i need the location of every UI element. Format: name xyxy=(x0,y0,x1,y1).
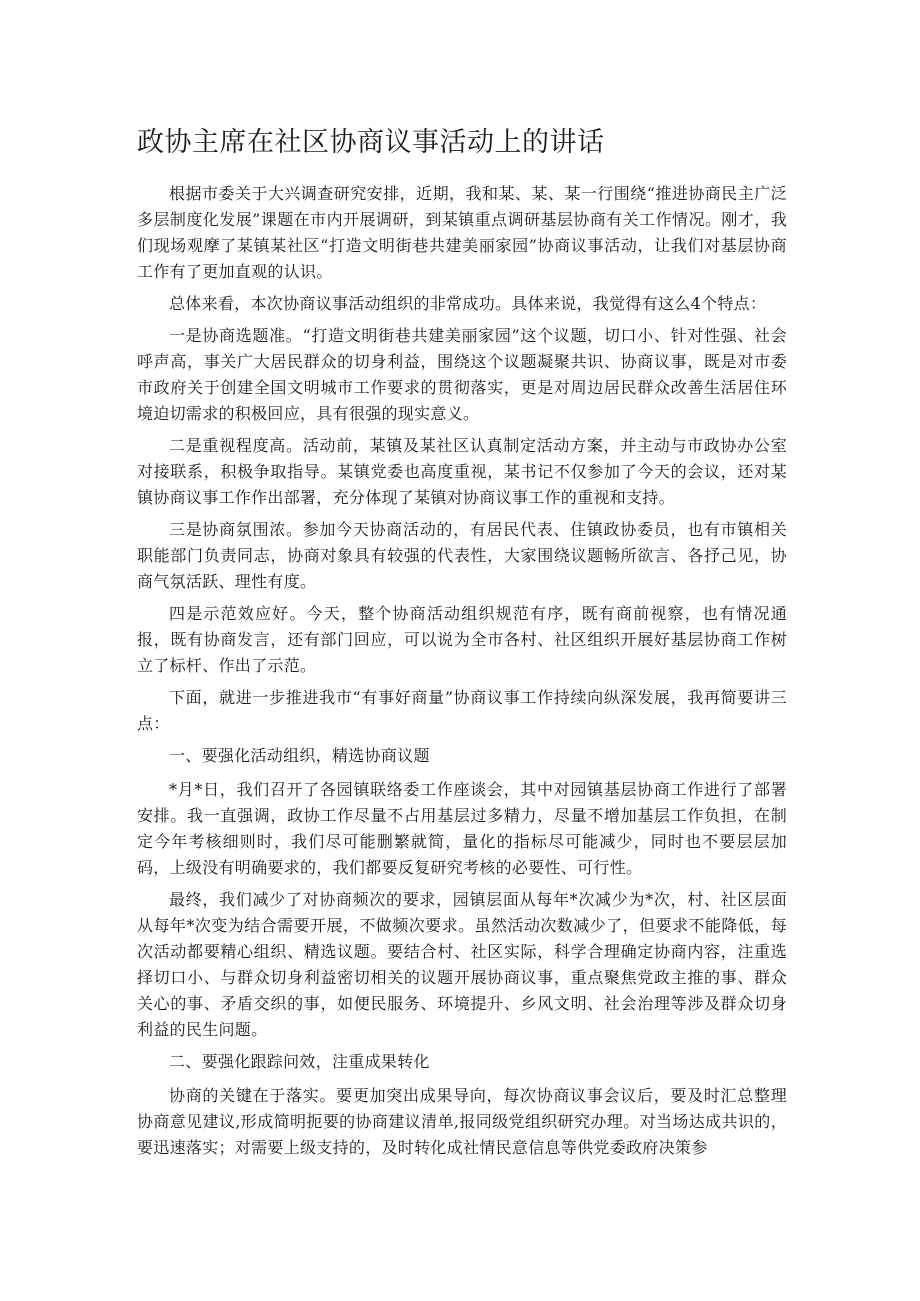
paragraph: 总体来看，本次协商议事活动组织的非常成功。具体来说，我觉得有这么4个特点： xyxy=(169,294,767,313)
paragraph: 三是协商氛围浓。参加今天协商活动的，有居民代表、住镇政协委员，也有市镇相关职能部门负责同志，协商对象具有较强的代表性，大家围绕议题畅所欲言、各抒己见，协商气氛活跃、理性有度。 xyxy=(137,520,787,591)
paragraph: 四是示范效应好。今天，整个协商活动组织规范有序，既有商前视察，也有情况通报，既有协商发言，还有部门回应，可以说为全市各村、社区组织开展好基层协商工作树立了标杆、作出了示范。 xyxy=(137,604,787,675)
paragraph: 根据市委关于大兴调查研究安排，近期，我和某、某、某一行围绕“推进协商民主广泛多层制度化发展”课题在市内开展调研，到某镇重点调研基层协商有关工作情况。刚才，我们现场观摩了某镇某社区“打造文明街巷共建美丽家园”协商议事活动，让我们对基层协商工作有了更加直观的认识。 xyxy=(137,184,787,281)
document-page xyxy=(137,124,787,1167)
paragraph: 二是重视程度高。活动前，某镇及某社区认真制定活动方案，并主动与市政协办公室对接联系，积极争取指导。某镇党委也高度重视，某书记不仅参加了今天的会议，还对某镇协商议事工作作出部署，充分体现了某镇对协商议事工作的重视和支持。 xyxy=(137,436,787,507)
paragraph: 最终，我们减少了对协商频次的要求，园镇层面从每年*次减少为*次，村、社区层面从每年*次变为结合需要开展，不做频次要求。虽然活动次数减少了，但要求不能降低，每次活动都要精心组织、精选议题。要结合村、社区实际，科学合理确定协商内容，注重选择切口小、与群众切身利益密切相关的议题开展协商议事，重点聚焦党政主推的事、群众关心的事、矛盾交织的事，如便民服务、环境提升、乡风文明、社会治理等涉及群众切身利益的民生问题。 xyxy=(137,890,787,1039)
section-heading: 一、要强化活动组织，精选协商议题 xyxy=(169,746,430,765)
paragraph: 一是协商选题准。“打造文明街巷共建美丽家园”这个议题，切口小、针对性强、社会呼声高，事关广大居民群众的切身利益，围绕这个议题凝聚共识、协商议事，既是对市委市政府关于创建全国文明城市工作要求的贯彻落实，更是对周边居民群众改善生活居住环境迫切需求的积极回应，具有很强的现实意义。 xyxy=(137,326,787,423)
paragraph: 协商的关键在于落实。要更加突出成果导向，每次协商议事会议后，要及时汇总整理协商意见建议,形成简明扼要的协商建议清单,报同级党组织研究办理。对当场达成共识的，要迅速落实；对需要上级支持的，及时转化成社情民意信息等供党委政府决策参 xyxy=(137,1086,787,1157)
paragraph: 下面，就进一步推进我市“有事好商量”协商议事工作持续向纵深发展，我再简要讲三点： xyxy=(137,688,787,733)
paragraph: *月*日，我们召开了各园镇联络委工作座谈会，其中对园镇基层协商工作进行了部署安排。我一直强调，政协工作尽量不占用基层过多精力，尽量不增加基层工作负担，在制定今年考核细则时，我们尽可能删繁就简，量化的指标尽可能减少，同时也不要层层加码，上级没有明确要求的，我们都要反复研究考核的必要性、可行性。 xyxy=(137,780,787,877)
document-body xyxy=(137,181,787,1161)
document-title: 政协主席在社区协商议事活动上的讲话 xyxy=(137,127,605,158)
section-heading: 二、要强化跟踪问效，注重成果转化 xyxy=(169,1052,430,1071)
